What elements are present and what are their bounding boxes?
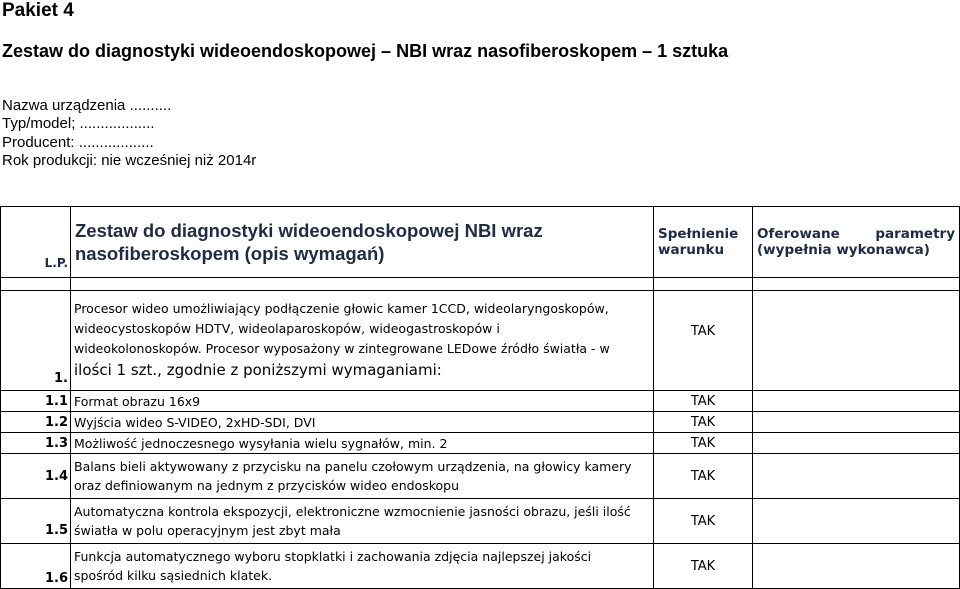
row-number: 1.4 xyxy=(1,454,71,499)
row-requirement: TAK xyxy=(654,291,753,391)
row-description xyxy=(71,499,654,544)
spacer-cell xyxy=(1,278,71,291)
table-header-row xyxy=(1,207,960,278)
spacer-cell xyxy=(753,278,960,291)
row-description: Możliwość jednoczesnego wysyłania wielu sygnałów, min. 2 xyxy=(71,433,654,454)
document-subtitle: Zestaw do diagnostyki wideoendoskopowej – NBI wraz nasofiberoskopem – 1 sztuka xyxy=(2,41,729,61)
meta-production-year: Rok produkcji: nie wcześniej niż 2014r xyxy=(2,152,257,169)
row-description xyxy=(71,291,654,391)
row-number: 1.2 xyxy=(1,412,71,433)
row-number: 1.5 xyxy=(1,499,71,544)
row-description: Format obrazu 16x9 xyxy=(71,391,654,412)
row-offered-input[interactable] xyxy=(753,544,960,589)
row-requirement: TAK xyxy=(654,412,753,433)
row-offered-input[interactable] xyxy=(753,391,960,412)
row-description-line: wideocystoskopów HDTV, wideolaparoskopów, wideogastroskopów i xyxy=(74,321,500,336)
row-number: 1.1 xyxy=(1,391,71,412)
header-offered-line2: (wypełnia wykonawca) xyxy=(757,242,930,258)
table-row xyxy=(1,454,960,499)
row-description-line: Balans bieli aktywowany z przycisku na panelu czołowym urządzenia, na głowicy kamery xyxy=(74,459,632,474)
header-lp-label: L.P. xyxy=(44,256,68,270)
meta-model: Typ/model; .................. xyxy=(2,115,155,132)
row-description-line: Automatyczna kontrola ekspozycji, elektroniczne wzmocnienie jasności obrazu, jeśli ilość xyxy=(74,504,631,519)
row-description-line: oraz definiowanym na jednym z przycisków wideo endoskopu xyxy=(74,478,460,493)
header-description-line1: Zestaw do diagnostyki wideoendoskopowej NBI wraz xyxy=(75,220,543,241)
row-number: 1.3 xyxy=(1,433,71,454)
row-description-line: spośród kilku sąsiednich klatek. xyxy=(74,568,273,583)
row-description: Wyjścia wideo S-VIDEO, 2xHD-SDI, DVI xyxy=(71,412,654,433)
table-row xyxy=(1,291,960,391)
requirements-table xyxy=(0,206,960,589)
header-requirement-line2: warunku xyxy=(658,242,725,258)
row-description xyxy=(71,454,654,499)
header-requirement-line1: Spełnienie xyxy=(658,226,739,242)
row-requirement: TAK xyxy=(654,499,753,544)
row-requirement: TAK xyxy=(654,544,753,589)
row-description-line: wideokolonoskopów. Procesor wyposażony w zintegrowane LEDowe źródło światła - w xyxy=(74,341,610,356)
row-description-line: Funkcja automatycznego wyboru stopklatki i zachowania zdjęcia najlepszej jakości xyxy=(74,549,592,564)
meta-producer: Producent: .................. xyxy=(2,134,154,151)
row-number: 1. xyxy=(1,291,71,391)
row-description-line: Procesor wideo umożliwiający podłączenie głowic kamer 1CCD, wideolaryngoskopów, xyxy=(74,301,609,316)
row-description-line: ilości 1 szt., zgodnie z poniższymi wymaganiami: xyxy=(74,361,442,379)
row-description xyxy=(71,544,654,589)
table-row xyxy=(1,391,960,412)
header-description-line2: nasofiberoskopem (opis wymagań) xyxy=(75,243,385,264)
row-offered-input[interactable] xyxy=(753,433,960,454)
row-requirement: TAK xyxy=(654,433,753,454)
header-offered-line1-left: Oferowane xyxy=(757,226,840,242)
page-title: Pakiet 4 xyxy=(2,0,74,21)
table-spacer-row xyxy=(1,278,960,291)
row-offered-input[interactable] xyxy=(753,291,960,391)
row-description-line: światła w polu operacyjnym jest zbyt mała xyxy=(74,523,341,538)
row-offered-input[interactable] xyxy=(753,499,960,544)
row-offered-input[interactable] xyxy=(753,412,960,433)
table-row xyxy=(1,412,960,433)
table-row xyxy=(1,433,960,454)
spacer-cell xyxy=(71,278,654,291)
row-number: 1.6 xyxy=(1,544,71,589)
spacer-cell xyxy=(654,278,753,291)
header-offered-line1 xyxy=(757,226,955,242)
table-row xyxy=(1,499,960,544)
row-requirement: TAK xyxy=(654,391,753,412)
header-requirement xyxy=(654,207,753,278)
table-row xyxy=(1,544,960,589)
meta-device-name: Nazwa urządzenia .......... xyxy=(2,97,172,114)
header-description xyxy=(71,207,654,278)
header-offered xyxy=(753,207,960,278)
header-offered-line1-right: parametry xyxy=(875,226,955,242)
row-offered-input[interactable] xyxy=(753,454,960,499)
row-requirement: TAK xyxy=(654,454,753,499)
header-lp xyxy=(1,207,71,278)
